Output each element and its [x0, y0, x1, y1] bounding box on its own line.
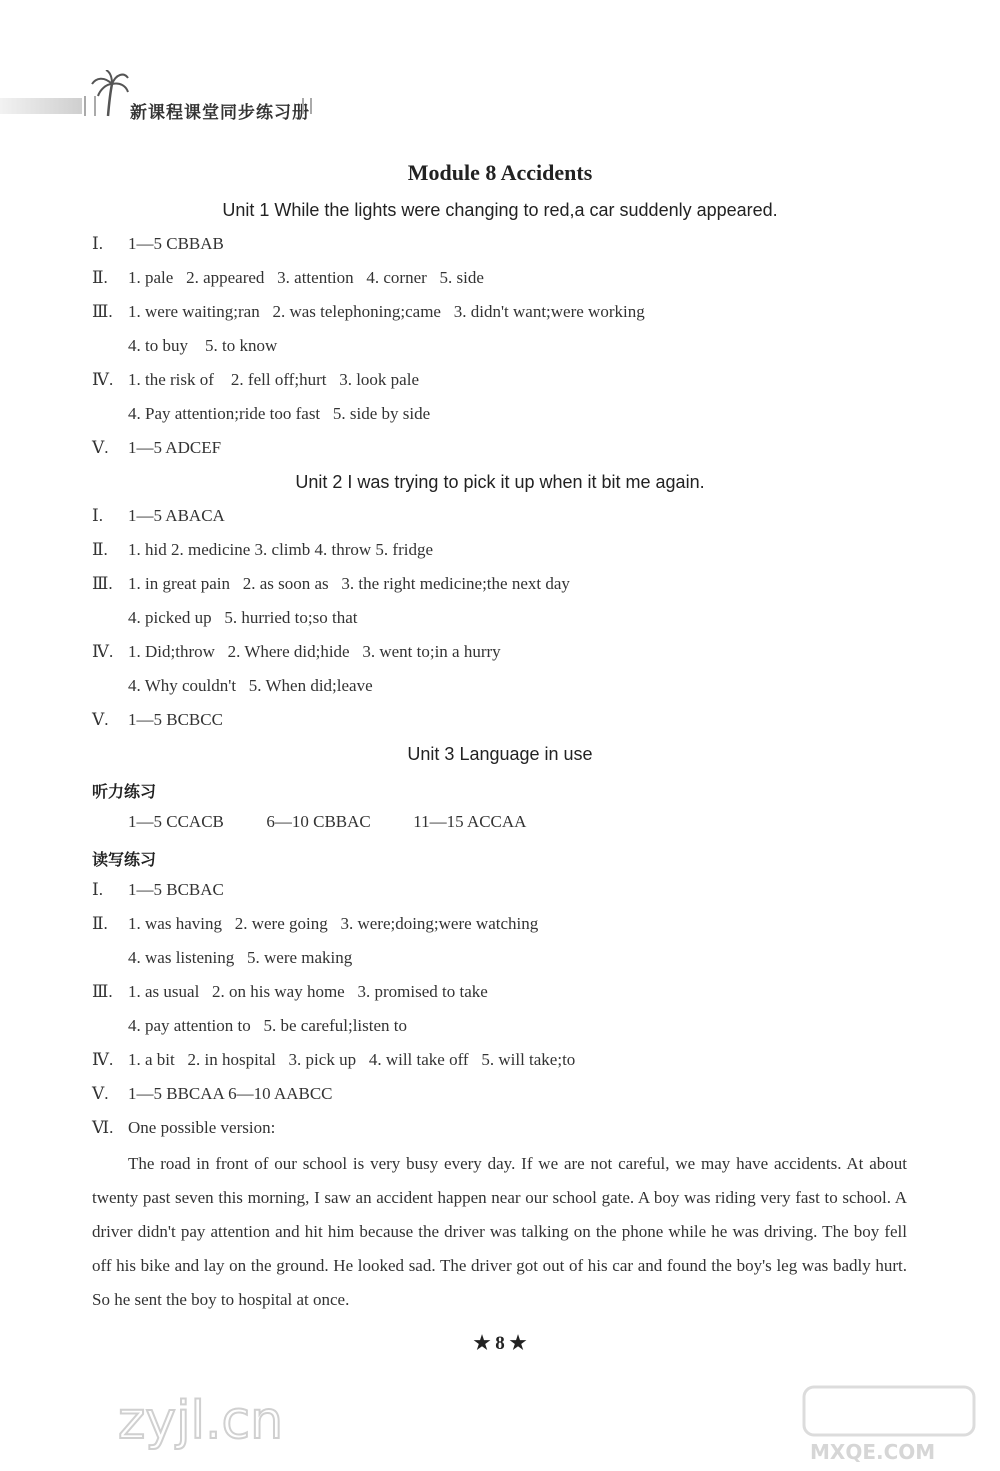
unit1-title: Unit 1 While the lights were changing to red,a car suddenly appeared. [222, 200, 778, 220]
section-number: Ⅱ. [92, 914, 108, 933]
answer-line [92, 234, 224, 254]
answer-line [92, 914, 538, 934]
answer-line [92, 676, 373, 696]
answer-line [92, 302, 645, 322]
answer-line [92, 506, 225, 526]
section-number: Ⅲ. [92, 574, 113, 593]
answer-text: 1. the risk of 2. fell off;hurt 3. look pale [128, 370, 419, 389]
page-header [0, 70, 330, 123]
section-number: Ⅳ. [92, 642, 114, 661]
section-number: Ⅲ. [92, 302, 113, 321]
answer-line [92, 982, 488, 1002]
answer-text: 1—5 BCBAC [128, 880, 224, 899]
answer-text: 1. pale 2. appeared 3. attention 4. corner 5. side [128, 268, 484, 287]
answer-line [92, 574, 570, 594]
answer-text: 4. Why couldn't 5. When did;leave [128, 676, 373, 695]
unit2-title: Unit 2 I was trying to pick it up when it bit me again. [295, 472, 705, 492]
section-number: Ⅴ. [92, 1084, 109, 1103]
answer-line [92, 540, 433, 560]
watermark-right-text: MXQE.COM [810, 1440, 936, 1464]
section-number: Ⅰ. [92, 234, 103, 253]
header-title: 新课程课堂同步练习册 [130, 103, 310, 123]
watermark-logo-left [118, 1390, 328, 1450]
section-number: Ⅰ. [92, 880, 103, 899]
answer-text: 1. as usual 2. on his way home 3. promised to take [128, 982, 488, 1001]
section-number: Ⅴ. [92, 438, 109, 457]
module-title: Module 8 Accidents [407, 160, 593, 185]
section-number: Ⅳ. [92, 1050, 114, 1069]
answer-line [92, 1050, 575, 1070]
section-number: Ⅰ. [92, 506, 103, 525]
answer-line [92, 1118, 275, 1138]
answer-text: 1—5 ABACA [128, 506, 225, 525]
answer-line [92, 1084, 333, 1104]
answer-text: 4. Pay attention;ride too fast 5. side by side [128, 404, 431, 423]
answer-text: 1—5 BCBCC [128, 710, 223, 729]
answer-text: One possible version: [128, 1118, 276, 1137]
answer-line [92, 1016, 407, 1036]
section-number: Ⅵ. [92, 1118, 114, 1137]
answer-line [92, 880, 224, 900]
answer-line [92, 268, 484, 288]
answer-text: 1—5 ADCEF [128, 438, 222, 457]
header-end-divider [302, 98, 312, 114]
answer-line [92, 710, 223, 730]
watermark-logo-right [800, 1385, 990, 1465]
answer-line [92, 404, 430, 424]
answer-line [92, 336, 277, 356]
section-number: Ⅱ. [92, 268, 108, 287]
header-gradient-bar [0, 98, 82, 114]
section-number: Ⅱ. [92, 540, 108, 559]
answer-text: 1. was having 2. were going 3. were;doing;were watching [128, 914, 539, 933]
answer-text: 4. was listening 5. were making [128, 948, 353, 967]
answer-text: 4. pay attention to 5. be careful;listen to [128, 1016, 408, 1035]
watermark-left-text: zyjl.cn [118, 1391, 284, 1450]
answer-text: 1. Did;throw 2. Where did;hide 3. went to;in a hurry [128, 642, 501, 661]
listening-answers: 1—5 CCACB 6—10 CBBAC 11—15 ACCAA [128, 812, 527, 831]
section-number: Ⅴ. [92, 710, 109, 729]
answer-text: 1—5 BBCAA 6—10 AABCC [128, 1084, 333, 1103]
answer-text: 4. picked up 5. hurried to;so that [128, 608, 358, 627]
answer-line [92, 370, 419, 390]
page-number: ★ 8 ★ [473, 1333, 527, 1354]
answer-line [92, 948, 352, 968]
answer-text: 4. to buy 5. to know [128, 336, 278, 355]
answer-text: 1. hid 2. medicine 3. climb 4. throw 5. fridge [128, 540, 433, 559]
answer-text: 1. were waiting;ran 2. was telephoning;came 3. didn't want;were working [128, 302, 645, 321]
answer-text: 1. in great pain 2. as soon as 3. the right medicine;the next day [128, 574, 570, 593]
answer-text: 1. a bit 2. in hospital 3. pick up 4. will take off 5. will take;to [128, 1050, 576, 1069]
answer-line [92, 608, 357, 628]
section-number: Ⅲ. [92, 982, 113, 1001]
palm-tree-icon [90, 70, 130, 118]
answer-line [92, 438, 221, 458]
unit3-title: Unit 3 Language in use [407, 744, 593, 764]
answer-line [92, 642, 501, 662]
listening-label: 听力练习 [92, 782, 157, 801]
section-number: Ⅳ. [92, 370, 114, 389]
reading-writing-label: 读写练习 [92, 850, 157, 869]
answer-text: 1—5 CBBAB [128, 234, 224, 253]
essay-paragraph: The road in front of our school is very busy every day. If we are not careful, we may have accidents. At about twenty past seven this morning, I saw an accident happen near our school gate. A boy was riding very fast to school. A driver didn't pay attention and hit him because the driver was talking on the phone while he was driving. The boy fell off his bike and lay on the ground. He looked sad. The driver got out of his car and found the boy's leg was badly hurt. So he sent the boy to hospital at once. [92, 1154, 907, 1309]
